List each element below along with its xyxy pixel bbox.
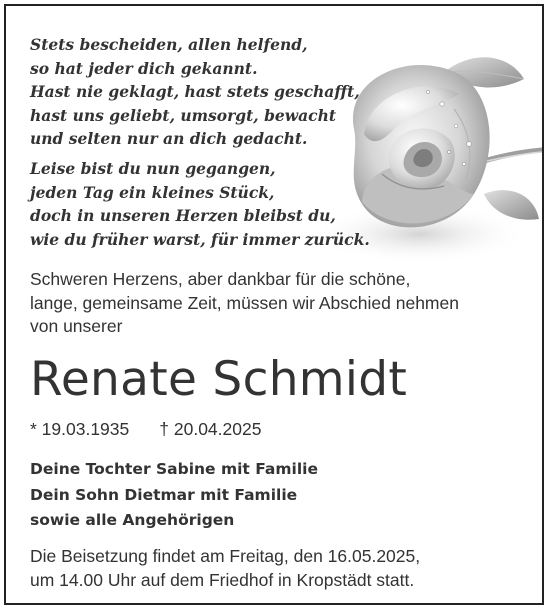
intro-text [30,268,459,339]
mourner-line: Dein Sohn Dietmar mit Familie [30,485,298,504]
mourner-line: sowie alle Angehörigen [30,511,235,529]
poem-line: so hat jeder dich gekannt. [30,58,258,78]
funeral-line: um 14.00 Uhr auf dem Friedhof in Kropstädt statt. [30,569,415,590]
poem-line: hast uns geliebt, umsorgt, bewacht [30,105,337,125]
poem-line: Leise bist du nun gegangen, [30,159,276,178]
deceased-name: Renate Schmidt [30,352,408,407]
mourners-list [30,457,318,534]
intro-line: lange, gemeinsame Zeit, müssen wir Abschied nehmen [30,292,459,313]
obituary-notice [4,4,544,605]
life-dates [30,417,261,441]
death-date: † 20.04.2025 [159,419,262,439]
poem-stanza-1 [30,33,360,151]
funeral-info [30,545,420,592]
intro-line: Schweren Herzens, aber dankbar für die schöne, [30,269,411,289]
poem-line: Hast nie geklagt, hast stets geschafft, [30,82,360,102]
poem-line: und selten nur an dich gedacht. [30,129,308,149]
poem-line: Stets bescheiden, allen helfend, [30,35,308,54]
poem-line: jeden Tag ein kleines Stück, [30,182,275,202]
mourner-line: Deine Tochter Sabine mit Familie [30,460,318,478]
poem-stanza-2 [30,157,370,251]
poem-line: doch in unseren Herzen bleibst du, [30,206,336,226]
birth-date: * 19.03.1935 [30,419,130,439]
funeral-line: Die Beisetzung findet am Freitag, den 16.05.2025, [30,546,421,566]
intro-line: von unserer [30,316,123,336]
poem-line: wie du früher warst, für immer zurück. [30,229,370,249]
